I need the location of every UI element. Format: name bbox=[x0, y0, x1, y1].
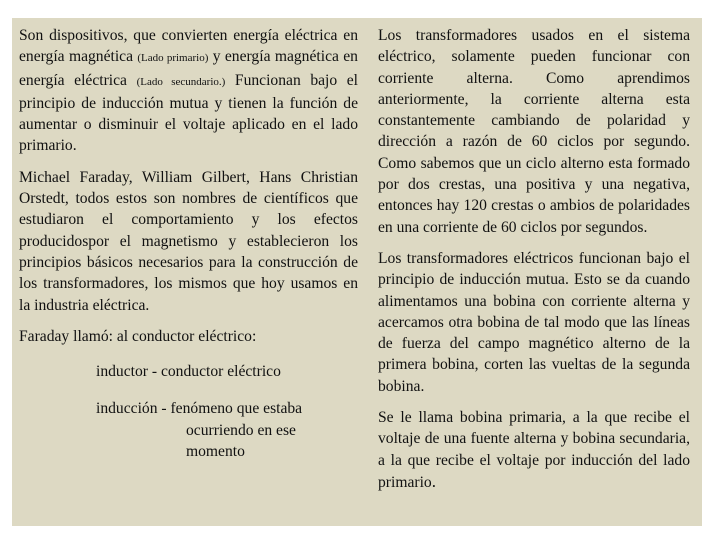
term-induccion: inducción - fenómeno que estaba bbox=[96, 400, 303, 418]
mutual-induction-paragraph: Los transformadores eléctricos funcionan bajo el principio de inducción mutua. Esto se da cuando alimentamos una bobina con corriente alterna y acercamos otra bobina de tal modo que las líneas de fuerza del campo magnético alterno de la primera bobina, corten las vueltas de la segunda bobina. bbox=[378, 249, 690, 395]
coil-definition-paragraph bbox=[378, 407, 690, 493]
primary-side-note: (Lado primario) bbox=[137, 52, 209, 65]
secondary-side-note: (Lado secundario.) bbox=[136, 75, 226, 88]
term-inductor: inductor - conductor eléctrico bbox=[96, 363, 281, 381]
intro-paragraph bbox=[19, 25, 358, 157]
intro-text: Son dispositivos, que convierten energía eléctrica en energía magnética bbox=[19, 27, 358, 66]
term-induccion-line2: ocurriendo en ese bbox=[186, 421, 296, 439]
faraday-paragraph: Faraday llamó: al conductor eléctrico: bbox=[19, 327, 257, 345]
term-induccion-line3: momento bbox=[186, 443, 245, 461]
right-column bbox=[378, 25, 690, 493]
scientists-paragraph: Michael Faraday, William Gilbert, Hans Christian Orstedt, todos estos son nombres de científicos que estudiaron el comportamiento y los efectos producidospor el magnetismo y establecieron los principios básicos necesarios para la construcción de los transformadores, los mismos que hoy usamos en la industria eléctrica. bbox=[19, 168, 358, 314]
intro-text-3: Funcionan bajo el principio de inducción mutua y tienen la función de aumentar o disminuir el voltaje aplicado en el lado primario. bbox=[19, 71, 358, 155]
intro-text-2: y energía magnética en energía eléctrica bbox=[19, 48, 358, 89]
final-period: . bbox=[431, 471, 436, 491]
ac-paragraph: Los transformadores usados en el sistema eléctrico, solamente pueden funcionar con corriente alterna. Como aprendimos anteriormente, la corriente alterna esta constantemente cambiando de polaridad y dirección a razón de 60 ciclos por segundo. Como sabemos que un ciclo alterno esta formado por dos crestas, una positiva y una negativa, entonces hay 120 crestas o ambios de polaridades en una corriente de 60 ciclos por segundos. bbox=[378, 27, 690, 236]
left-column bbox=[19, 25, 358, 462]
content-panel bbox=[12, 18, 702, 526]
coil-definition-text: Se le llama bobina primaria, a la que recibe el voltaje de una fuente alterna y bobina secundaria, a la que recibe el voltaje por inducción del lado primario bbox=[378, 409, 690, 491]
